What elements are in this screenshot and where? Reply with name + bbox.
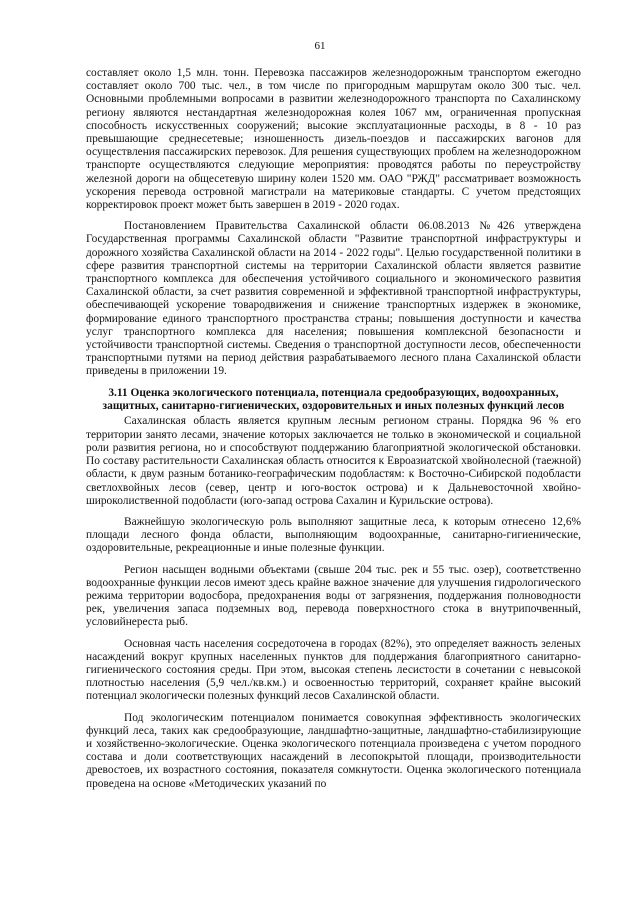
section-heading: 3.11 Оценка экологического потенциала, потенциала средообразующих, водоохранных, защитных, санитарно-гигиенических, оздоровительных и иных полезных функций лесов — [102, 386, 565, 413]
paragraph: Основная часть населения сосредоточена в городах (82%), это определяет важность зеленых насаждений вокруг крупных населенных пунктов для поддержания благоприятного санитарно-гигиенического состояния среды. При этом, высокая степень лесистости в сочетании с невысокой плотностью населения (5,9 чел./кв.км.) и освоенностью территорий, сохраняет крайне высокий потенциал экологически полезных функций лесов Сахалинской области. — [86, 637, 581, 703]
paragraph: Регион насыщен водными объектами (свыше 204 тыс. рек и 55 тыс. озер), соответственно водоохранные функции лесов имеют здесь крайне важное значение для улучшения гидрологического режима территории водосбора, предохранения воды от загрязнения, поддержания полноводности рек, увеличения запаса подземных вод, перевода поверхностного стока в внутрипочвенный, условийнереста рыб. — [86, 563, 581, 629]
paragraph: составляет около 1,5 млн. тонн. Перевозка пассажиров железнодорожным транспортом ежегодно составляет около 700 тыс. чел., в том числе по пригородным маршрутам около 300 тыс. чел. Основными проблемными вопросами в развитии железнодорожного транспорта по Сахалинскому региону являются нестандартная железнодорожная колея 1067 мм, ограниченная пропускная способность искусственных сооружений; высокие эксплуатационные расходы, в 8 - 10 раз превышающие среднесетевые; изношенность дизель-поездов и пассажирских вагонов для осуществления пассажирских перевозок. Для решения существующих проблем на железнодорожном транспорте осуществляются следующие мероприятия: проводятся работы по переустройству железной дороги на общесетевую ширину колеи 1520 мм. ОАО "РЖД" рассматривает возможность ускорения перевода островной магистрали на материковые стандарты. С учетом предстоящих корректировок проект может быть завершен в 2019 - 2020 годах. — [86, 67, 581, 212]
paragraph: Важнейшую экологическую роль выполняют защитные леса, к которым отнесено 12,6% площади лесного фонда области, выполняющим водоохранные, санитарно-гигиенические, оздоровительные, рекреационные и иные полезные функции. — [86, 515, 581, 555]
page-number: 61 — [314, 40, 326, 52]
paragraph: Сахалинская область является крупным лесным регионом страны. Порядка 96 % его территории занято лесами, значение которых заключается не только в экономической и социальной роли развития региона, но и способствуют поддержанию благоприятной экологической обстановки. По составу растительности Сахалинская область относится к Евроазиатской хвойнолесной (таежной) области, к двум разным ботанико-географическим подобластям: к Восточно-Сибирской подобласти светлохвойных лесов (север, центр и юго-восток острова) и к Дальневосточной хвойно-широколиственной подобласти (юго-запад острова Сахалин и Курильские острова). — [86, 415, 581, 507]
document-body — [86, 67, 581, 791]
paragraph: Постановлением Правительства Сахалинской области 06.08.2013 №426 утверждена Государственная программы Сахалинской области "Развитие транспортной инфраструктуры и дорожного хозяйства Сахалинской области на 2014 - 2022 годы". Целью государственной политики в сфере развития транспортной системы на территории Сахалинской области является развитие транспортного комплекса для обеспечения устойчивого социального и экономического развития Сахалинской области, за счет развития современной и эффективной транспортной инфраструктуры, обеспечивающей ускорение товародвижения и снижение транспортных издержек в экономике, формирование единого транспортного пространства страны; повышения доступности и качества услуг транспортного комплекса для населения; повышения комплексной безопасности и устойчивости транспортной системы. Сведения о транспортной доступности лесов, обеспеченности транспортными путями на период действия разрабатываемого лесного плана Сахалинской области приведены в приложении 19. — [86, 220, 581, 378]
paragraph: Под экологическим потенциалом понимается совокупная эффективность экологических функций леса, таких как средообразующие, ландшафтно-защитные, ландшафтно-стабилизирующие и хозяйственно-экологические. Оценка экологического потенциала произведена с учетом породного состава и доли соответствующих насаждений в лесопокрытой площади, производительности древостоев, их возрастного состояния, показателя сомкнутости. Оценка экологического потенциала проведена на основе «Методических указаний по — [86, 711, 581, 790]
